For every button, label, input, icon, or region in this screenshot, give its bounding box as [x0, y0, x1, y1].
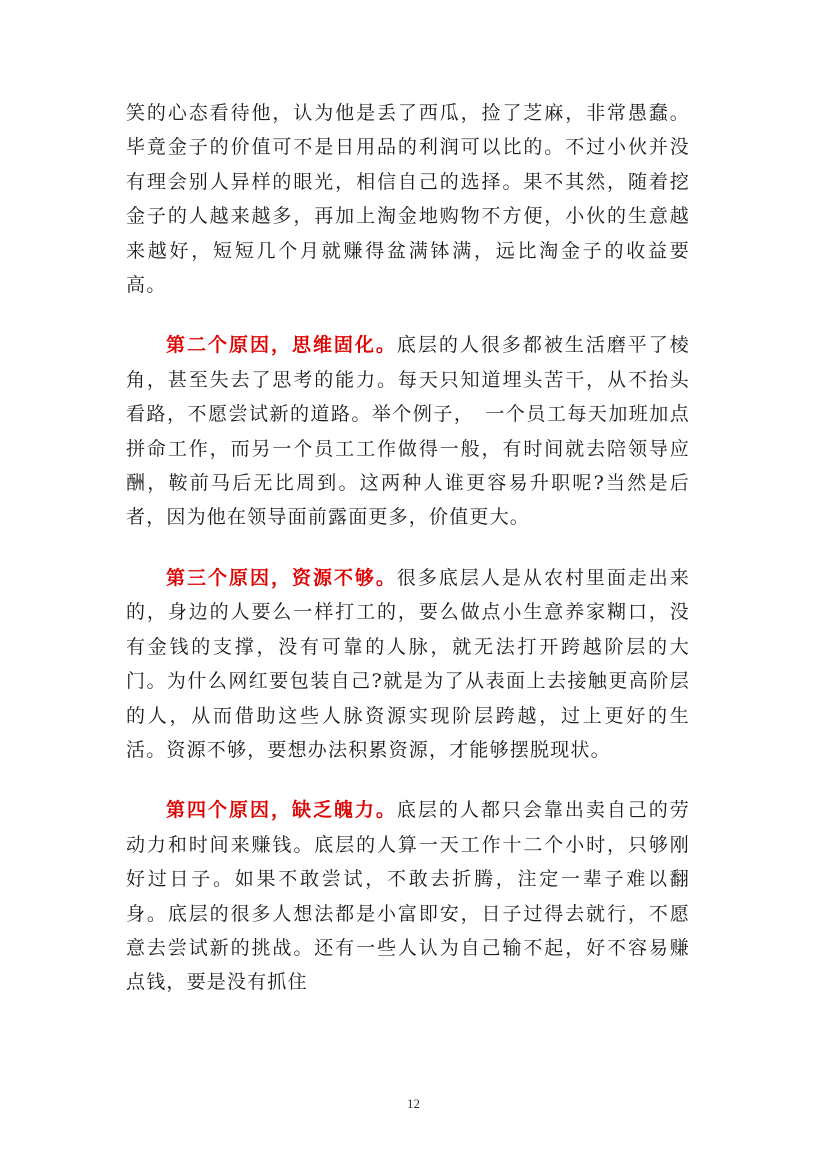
paragraph-continuation [126, 96, 690, 302]
paragraph-text: 很多底层人是从农村里面走出来的，身边的人要么一样打工的，要么做点小生意养家糊口，没有金钱的支撑，没有可靠的人脉，就无法打开跨越阶层的大门。为什么网红要包装自己?就是为了从表面上去接触更高阶层的人，从而借助这些人脉资源实现阶层跨越，过上更好的生活。资源不够，要想办法积累资源，才能够摆脱现状。 [126, 566, 690, 761]
paragraph-text: 笑的心态看待他，认为他是丢了西瓜，捡了芝麻，非常愚蠢。毕竟金子的价值可不是日用品的利润可以比的。不过小伙并没有理会别人异样的眼光，相信自己的选择。果不其然，随着挖金子的人越来越多，再加上淘金地购物不方便，小伙的生意越来越好，短短几个月就赚得盆满钵满，远比淘金子的收益要高。 [126, 102, 690, 297]
paragraph-heading: 第四个原因，缺乏魄力。 [166, 799, 397, 822]
page-number: 12 [407, 1096, 420, 1111]
paragraph-reason-3 [126, 561, 690, 767]
paragraph-heading: 第三个原因，资源不够。 [166, 566, 397, 589]
paragraph-reason-4 [126, 793, 690, 999]
paragraph-text: 底层的人很多都被生活磨平了棱角，甚至失去了思考的能力。每天只知道埋头苦干，从不抬头看路，不愿尝试新的道路。举个例子， 一个员工每天加班加点拼命工作，而另一个员工工作做得一般，有时间就去陪领导应酬，鞍前马后无比周到。这两种人谁更容易升职呢?当然是后者，因为他在领导面前露面更多，价值更大。 [126, 334, 690, 529]
body-text [126, 96, 690, 1000]
paragraph-reason-2 [126, 328, 690, 534]
paragraph-text: 底层的人都只会靠出卖自己的劳动力和时间来赚钱。底层的人算一天工作十二个小时，只够刚好过日子。如果不敢尝试，不敢去折腾，注定一辈子难以翻身。底层的很多人想法都是小富即安，日子过得去就行，不愿意去尝试新的挑战。还有一些人认为自己输不起，好不容易赚点钱，要是没有抓住 [126, 799, 690, 994]
paragraph-heading: 第二个原因，思维固化。 [166, 334, 397, 357]
